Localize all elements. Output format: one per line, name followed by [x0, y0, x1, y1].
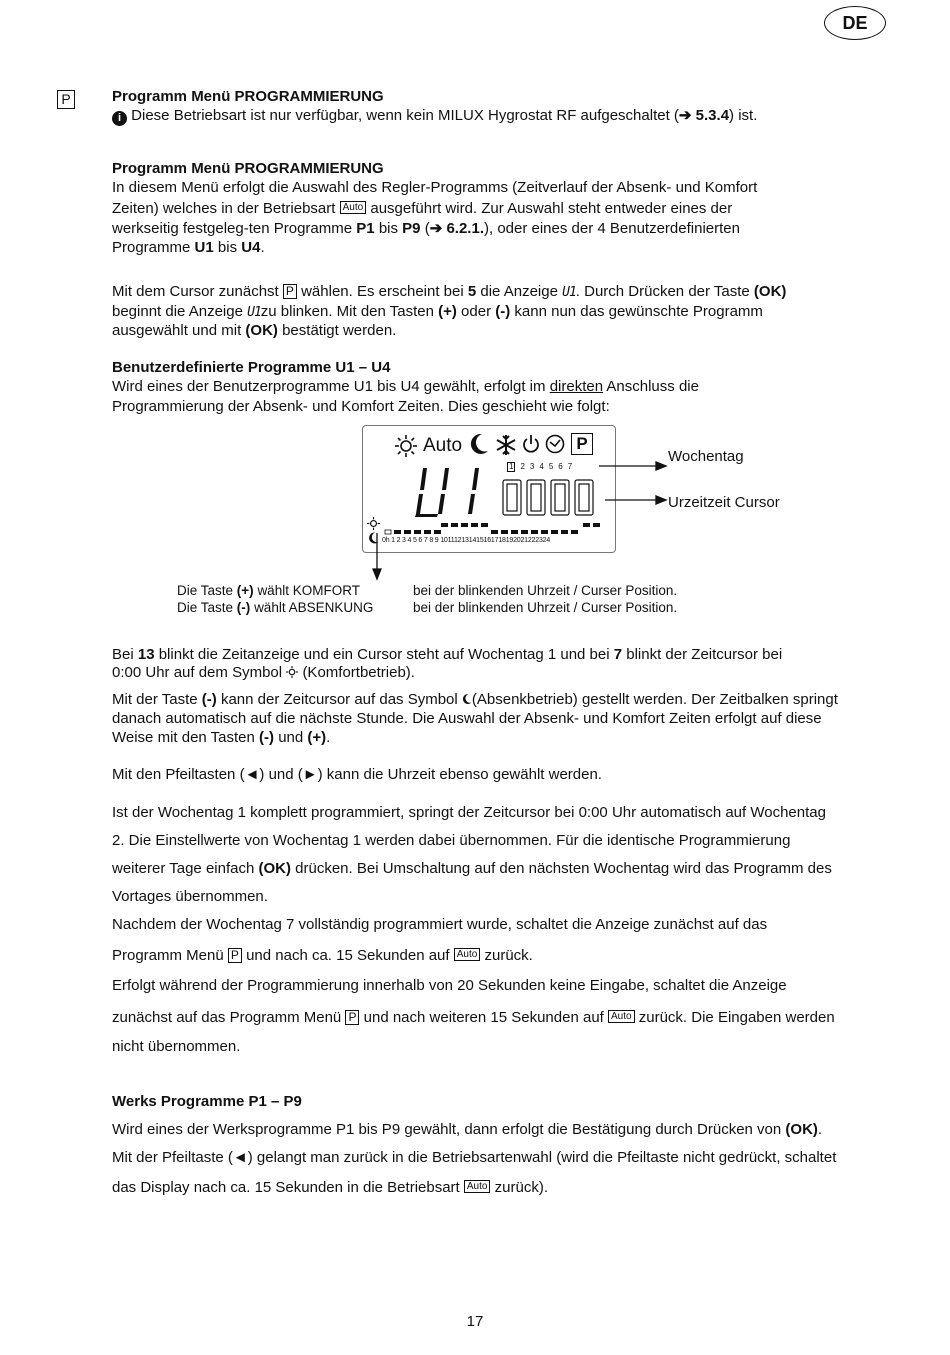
- section1-title: Programm Menü PROGRAMMIERUNG: [112, 88, 384, 105]
- section9-line1: Wird eines der Werksprogramme P1 bis P9 gewählt, dann erfolgt die Bestätigung durch Drücken von (OK).: [112, 1121, 823, 1138]
- section7-line: Mit den Pfeiltasten (◄) und (►) kann die Uhrzeit ebenso gewählt werden.: [112, 766, 602, 783]
- section8-line2: 2. Die Einstellwerte von Wochentag 1 werden dabei übernommen. Für die identische Programmierung: [112, 832, 791, 849]
- arrow-left-icon: ◄: [232, 1149, 248, 1166]
- callout-weekday: Wochentag: [668, 448, 744, 465]
- section8-line4: Vortages übernommen.: [112, 888, 268, 905]
- section8-line7: Erfolgt während der Programmierung innerhalb von 20 Sekunden keine Eingabe, schaltet die Anzeige: [112, 977, 787, 994]
- lcd-auto-label: Auto: [423, 435, 463, 456]
- key-plus-desc: Die Taste (+) wählt KOMFORT: [177, 583, 360, 598]
- section4-line1: Wird eines der Benutzerprogramme U1 bis U4 gewählt, erfolgt im direkten Anschluss die: [112, 378, 699, 395]
- page-number: 17: [466, 1313, 484, 1330]
- section9-line2: Mit der Pfeiltaste (◄) gelangt man zurück in die Betriebsartenwahl (wird die Pfeiltaste nicht gedrückt, schaltet: [112, 1149, 837, 1166]
- auto-mode-icon: Auto: [608, 1010, 635, 1023]
- program-menu-side-icon: P: [57, 90, 75, 109]
- lcd-p-box: P: [571, 433, 593, 455]
- arrow-left-icon: ◄: [244, 766, 260, 783]
- program-p-icon: P: [283, 284, 297, 299]
- auto-mode-icon: Auto: [340, 201, 367, 214]
- section2-line2: Zeiten) welches in der Betriebsart Auto ausgeführt wird. Zur Auswahl steht entweder eines der: [112, 200, 733, 217]
- lcd-hour-labels: 0h 1 2 3 4 5 6 7 8 9 101112131415161718192021222324: [382, 537, 551, 544]
- info-icon: i: [112, 111, 127, 126]
- u1-lcd-glyph: U1: [247, 305, 261, 320]
- section8-line5: Nachdem der Wochentag 7 vollständig programmiert wurde, schaltet die Anzeige zunächst auf das: [112, 916, 768, 933]
- key-minus-desc: Die Taste (-) wählt ABSENKUNG: [177, 600, 374, 615]
- section9-title: Werks Programme P1 – P9: [112, 1093, 302, 1110]
- arrow-right-icon: ►: [302, 766, 318, 783]
- section3-line3: ausgewählt und mit (OK) bestätigt werden.: [112, 322, 397, 339]
- callout-time-cursor: Urzeitzeit Cursor: [668, 494, 780, 511]
- section5-line2: 0:00 Uhr auf dem Symbol (Komfortbetrieb).: [112, 664, 415, 681]
- arrow-right-icon: ➔: [678, 107, 692, 124]
- program-p-icon: P: [345, 1010, 359, 1025]
- section5-line1: Bei 13 blinkt die Zeitanzeige und ein Cursor steht auf Wochentag 1 und bei 7 blinkt der Zeitcursor bei: [112, 646, 783, 663]
- day-1: 1: [509, 462, 514, 471]
- sun-icon: [395, 435, 417, 457]
- arrow-right-icon: ➔: [429, 220, 443, 237]
- section8-line9: nicht übernommen.: [112, 1038, 241, 1055]
- power-icon: [521, 434, 541, 454]
- day-2: 2: [520, 462, 525, 471]
- section8-line6: Programm Menü P und nach ca. 15 Sekunden auf Auto zurück.: [112, 947, 533, 964]
- section8-line1: Ist der Wochentag 1 komplett programmiert, springt der Zeitcursor bei 0:00 Uhr automatisch auf Wochentag: [112, 804, 826, 821]
- program-p-icon: P: [228, 948, 242, 963]
- sun-icon: [286, 666, 298, 678]
- u1-lcd-glyph: U1: [562, 285, 576, 300]
- auto-mode-icon: Auto: [464, 1180, 491, 1193]
- section8-line8: zunächst auf das Programm Menü P und nach weiteren 15 Sekunden auf Auto zurück. Die Eingaben werden: [112, 1009, 835, 1026]
- section1-info-line: i Diese Betriebsart ist nur verfügbar, wenn kein MILUX Hygrostat RF aufgeschaltet (➔ 5.3.4) ist.: [112, 106, 757, 126]
- section3-line1: Mit dem Cursor zunächst P wählen. Es erscheint bei 5 die Anzeige U1. Durch Drücken der Taste (OK): [112, 283, 787, 300]
- section2-title: Programm Menü PROGRAMMIERUNG: [112, 160, 384, 177]
- section6-line3: Weise mit den Tasten (-) und (+).: [112, 729, 331, 746]
- key-plus-position: bei der blinkenden Uhrzeit / Curser Position.: [413, 583, 678, 598]
- section8-line3: weiterer Tage einfach (OK) drücken. Bei Umschaltung auf den nächsten Wochentag wird das Programm des: [112, 860, 832, 877]
- section6-line2: danach automatisch auf die nächste Stunde. Die Auswahl der Absenk- und Komfort Zeiten erfolgt auf diese: [112, 710, 822, 727]
- snowflake-icon: [495, 434, 517, 456]
- section3-line2: beginnt die Anzeige U1zu blinken. Mit den Tasten (+) oder (-) kann nun das gewünschte Programm: [112, 303, 763, 320]
- section9-line3: das Display nach ca. 15 Sekunden in die Betriebsart Auto zurück).: [112, 1179, 548, 1196]
- day-5: 5: [548, 462, 554, 471]
- section2-line3: werkseitig festgeleg-ten Programme P1 bis P9 (➔ 6.2.1.), oder eines der 4 Benutzerdefinierten: [112, 220, 740, 237]
- section4-title: Benutzerdefinierte Programme U1 – U4: [112, 359, 391, 376]
- section4-line2: Programmierung der Absenk- und Komfort Zeiten. Dies geschieht wie folgt:: [112, 398, 610, 415]
- language-badge: DE: [824, 6, 886, 40]
- moon-icon: [462, 693, 472, 705]
- auto-mode-icon: Auto: [454, 948, 481, 961]
- clock-icon: [545, 434, 565, 454]
- key-minus-position: bei der blinkenden Uhrzeit / Curser Position.: [413, 600, 678, 615]
- day-6: 6: [558, 462, 563, 471]
- moon-icon: [469, 433, 489, 455]
- section2-line4: Programme U1 bis U4.: [112, 239, 265, 256]
- day-7: 7: [567, 462, 573, 471]
- section2-line1: In diesem Menü erfolgt die Auswahl des Regler-Programms (Zeitverlauf der Absenk- und Komfort: [112, 179, 758, 196]
- lcd-callout-arrows: [370, 455, 670, 585]
- day-3: 3: [529, 462, 535, 471]
- day-4: 4: [539, 462, 544, 471]
- section6-line1: Mit der Taste (-) kann der Zeitcursor auf das Symbol (Absenkbetrieb) gestellt werden. Der Zeitbalken springt: [112, 691, 838, 708]
